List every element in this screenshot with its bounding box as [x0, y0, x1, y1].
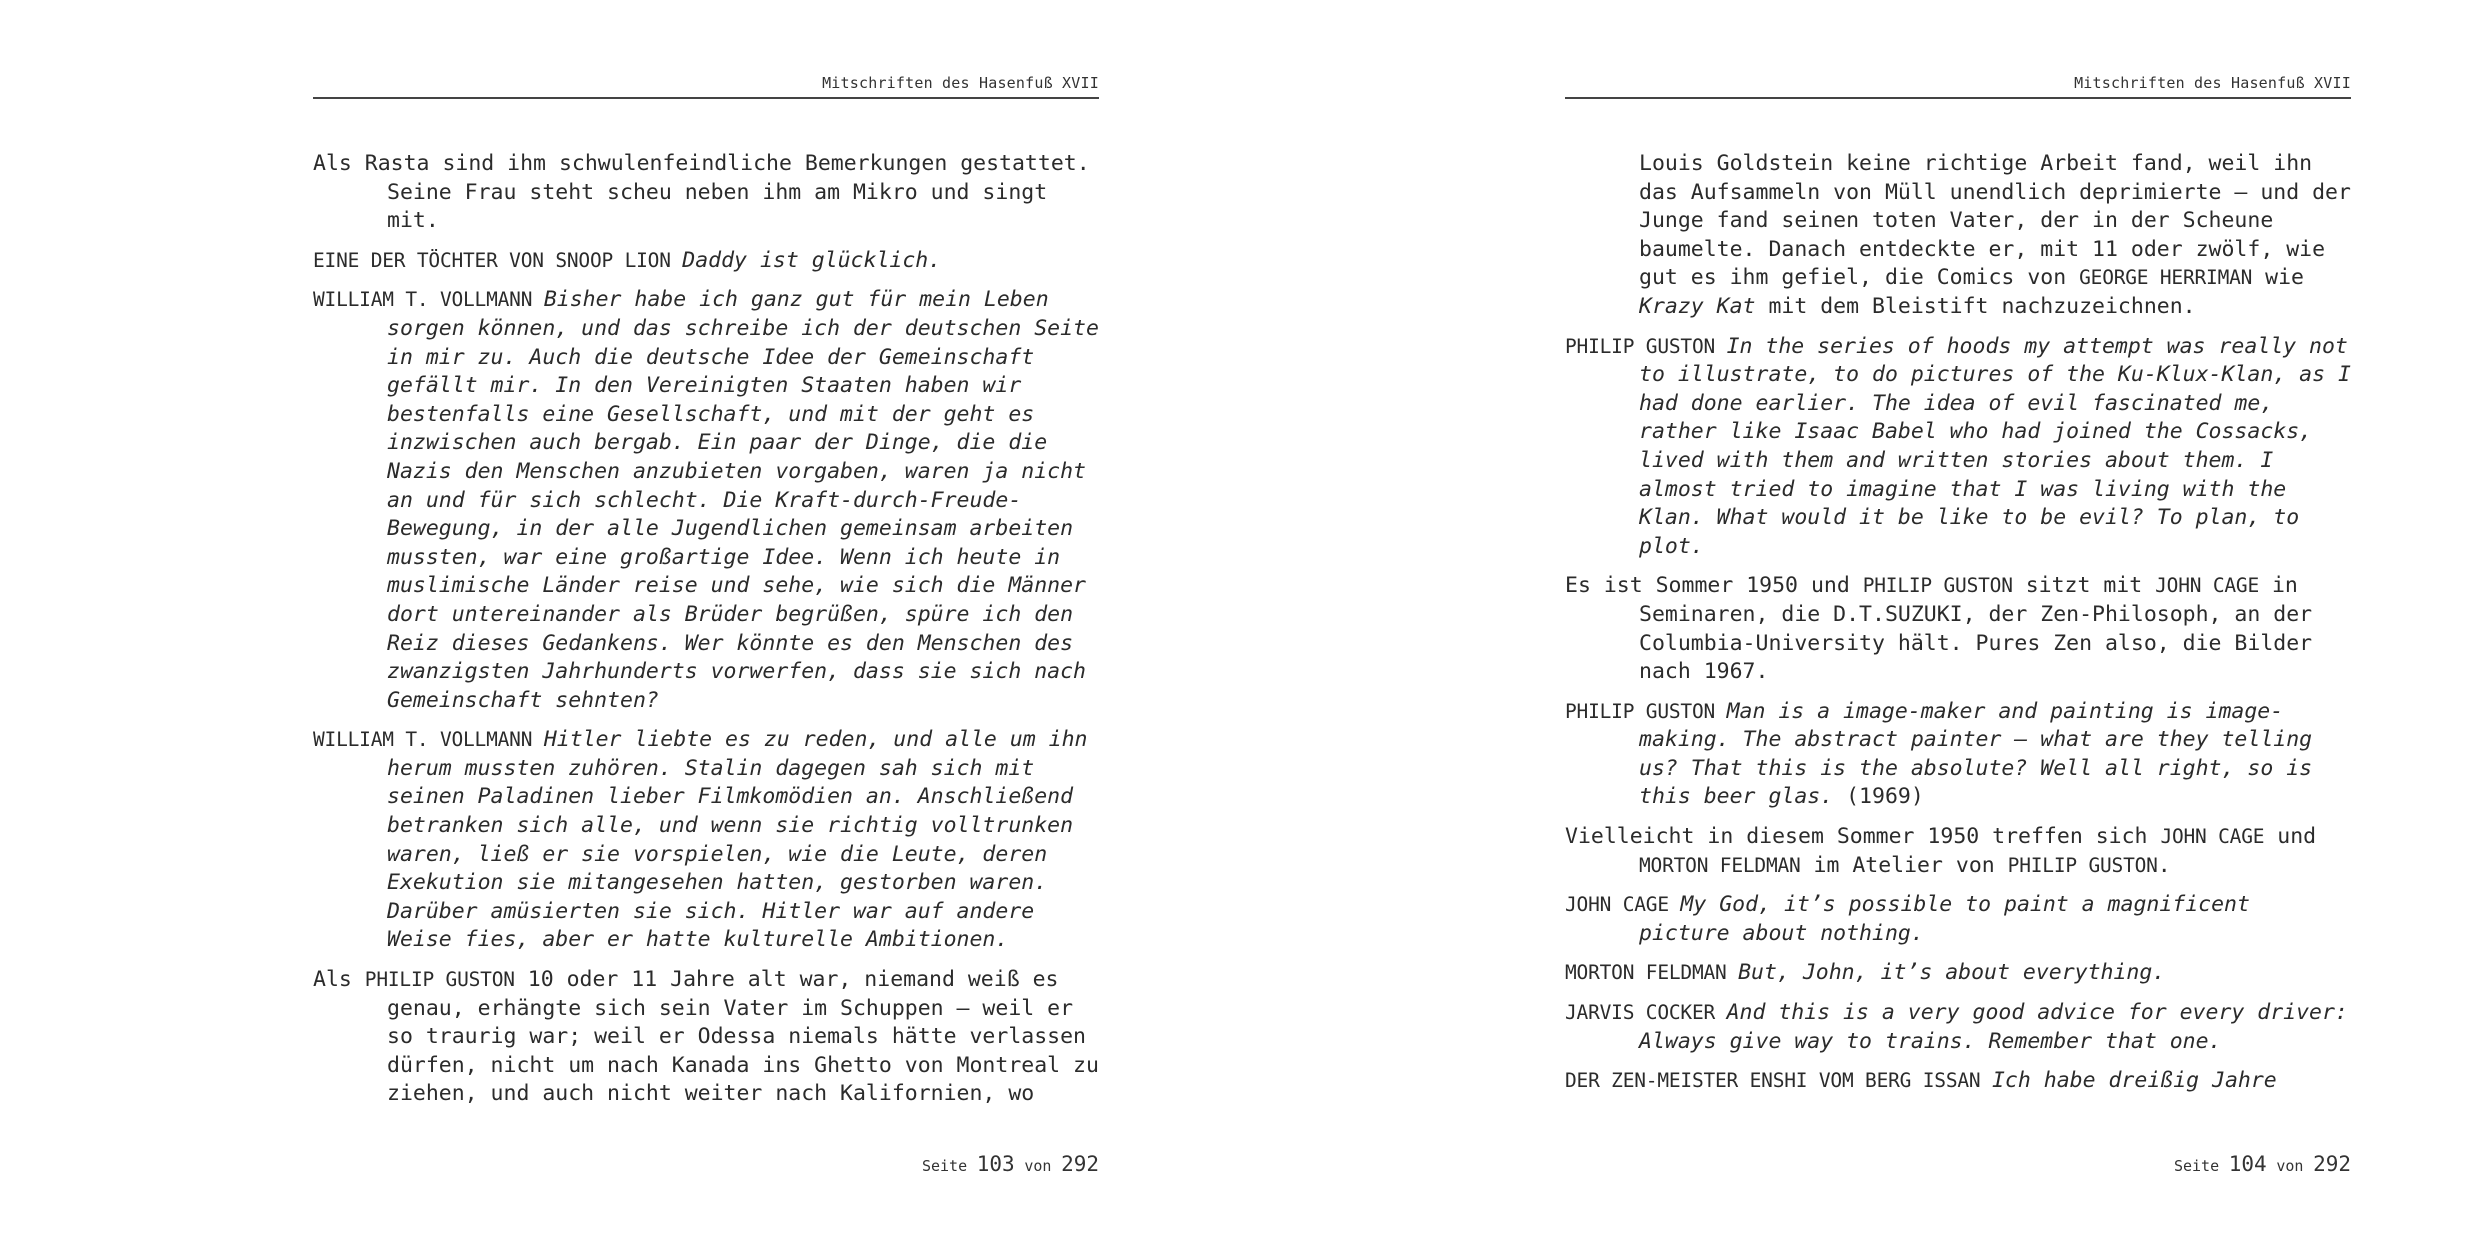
footer-total-pages: 292	[2313, 1152, 2351, 1176]
footer-label-page: Seite	[921, 1157, 968, 1175]
paragraph	[313, 247, 1099, 276]
footer-page-number: 103	[976, 1152, 1015, 1176]
footer-label-of: von	[1024, 1157, 1052, 1175]
running-header: Mitschriften des Hasenfuß XVII	[2074, 74, 2351, 92]
speaker-name: EINE DER TÖCHTER VON SNOOP LION	[313, 248, 683, 272]
header-rule	[1565, 97, 2351, 99]
speaker-name: GEORGE HERRIMAN	[2079, 266, 2253, 290]
quote-text: Man is a image-maker and painting is image-making. The abstract painter – what are they telling us? That this is the absolute? Well all right, so is this beer glas.	[1639, 698, 2313, 810]
speaker-name: JOHN CAGE	[1565, 893, 1681, 917]
narrative-text: in Seminaren, die D.T.SUZUKI, der Zen-Philosoph, an der Columbia-University hält. Pures Zen also, die Bilder nach 1967.	[1639, 573, 2313, 685]
speaker-name: JARVIS COCKER	[1565, 1001, 1727, 1025]
narrative-text: im Atelier von	[1800, 852, 2008, 878]
speaker-name: MORTON FELDMAN	[1565, 961, 1739, 985]
narrative-text: 10 oder 11 Jahre alt war, niemand weiß es genau, erhängte sich sein Vater im Schuppen – weil er so traurig war; weil er Odessa niemals hätte verlassen dürfen, nicht um nach Kanada ins Ghetto von Montreal zu ziehen, und auch nicht weiter nach Kalifornien, wo	[387, 967, 1099, 1107]
narrative-text: Als	[313, 967, 365, 993]
paragraph	[1565, 999, 2351, 1056]
speaker-name: PHILIP GUSTON	[2007, 853, 2158, 877]
speaker-name: WILLIAM T. VOLLMANN	[313, 728, 544, 752]
paragraph	[1565, 333, 2351, 562]
quote-text: Krazy Kat	[1639, 293, 1756, 319]
quote-text: Ich habe dreißig Jahre	[1991, 1068, 2277, 1094]
narrative-text: Louis Goldstein keine richtige Arbeit fand, weil ihn das Aufsammeln von Müll unendlich deprimierte – und der Junge fand seinen toten Vater, der in der Scheune baumelte. Danach entdeckte er, mit 11 oder zwölf, wie gut es ihm gefiel, die Comics von	[1639, 151, 2351, 291]
speaker-name: PHILIP GUSTON	[364, 968, 515, 992]
narrative-text: (1969)	[1833, 784, 1924, 810]
speaker-name: DER ZEN-MEISTER ENSHI VOM BERG ISSAN	[1565, 1069, 1992, 1093]
narrative-text: wie	[2252, 265, 2304, 291]
header-rule	[313, 97, 1099, 99]
paragraph	[313, 150, 1099, 236]
quote-text: But, John, it’s about everything.	[1738, 960, 2166, 986]
right-page	[1565, 0, 2351, 1240]
speaker-name: WILLIAM T. VOLLMANN	[313, 288, 544, 312]
page-number-footer	[313, 1152, 1099, 1176]
speaker-name: PHILIP GUSTON	[1565, 334, 1727, 358]
left-page	[313, 0, 1099, 1240]
speaker-name: JOHN CAGE	[2160, 825, 2265, 849]
narrative-text: Vielleicht in diesem Sommer 1950 treffen sich	[1565, 824, 2161, 850]
narrative-text: sitzt mit	[2012, 573, 2156, 599]
speaker-name: PHILIP GUSTON	[1862, 574, 2013, 598]
narrative-text: Als Rasta sind ihm schwulenfeindliche Bemerkungen gestattet. Seine Frau steht scheu neben ihm am Mikro und singt mit.	[313, 151, 1090, 234]
footer-page-number: 104	[2228, 1152, 2267, 1176]
paragraph	[1565, 1067, 2351, 1096]
footer-total-pages: 292	[1061, 1152, 1099, 1176]
quote-text: Hitler liebte es zu reden, und alle um ihn herum mussten zuhören. Stalin dagegen sah sich mit seinen Paladinen lieber Filmkomödien an. Anschließend betranken sich alle, und wenn sie richtig volltrunken waren, ließ er sie vorspielen, wie die Leute, deren Exekution sie mitangesehen hatten, gestorben waren. Darüber amüsierten sie sich. Hitler war auf andere Weise fies, aber er hatte kulturelle Ambitionen.	[387, 727, 1088, 953]
narrative-text: mit dem Bleistift nachzuzeichnen.	[1755, 293, 2196, 319]
continued-paragraph	[1565, 150, 2351, 322]
paragraph	[313, 726, 1099, 955]
paragraph	[1565, 891, 2351, 948]
page-body	[1565, 150, 2351, 1107]
paragraph	[1565, 959, 2351, 988]
footer-label-page: Seite	[2173, 1157, 2220, 1175]
speaker-name: PHILIP GUSTON	[1565, 699, 1727, 723]
quote-text: In the series of hoods my attempt was really not to illustrate, to do pictures of the Ku-Klux-Klan, as I had done earlier. The idea of evil fascinated me, rather like Isaac Babel who had joined the Cossacks, lived with them and written stories about them. I almost tried to imagine that I was living with the Klan. What would it be like to be evil? To plan, to plot.	[1639, 333, 2351, 559]
page-number-footer	[1565, 1152, 2351, 1176]
footer-label-of: von	[2276, 1157, 2304, 1175]
narrative-text: und	[2264, 824, 2317, 850]
running-header: Mitschriften des Hasenfuß XVII	[822, 74, 1099, 92]
paragraph	[313, 286, 1099, 715]
quote-text: Daddy ist glücklich.	[682, 247, 942, 273]
quote-text: My God, it’s possible to paint a magnificent picture about nothing.	[1639, 892, 2250, 946]
page-body	[313, 150, 1099, 1120]
speaker-name: MORTON FELDMAN	[1639, 853, 1801, 877]
paragraph	[1565, 572, 2351, 686]
paragraph	[1565, 823, 2351, 880]
quote-text: And this is a very good advice for every driver: Always give way to trains. Remember that one.	[1639, 1000, 2348, 1054]
paragraph	[313, 966, 1099, 1109]
narrative-text: Es ist Sommer 1950 und	[1565, 573, 1863, 599]
narrative-text: .	[2157, 852, 2171, 878]
paragraph	[1565, 698, 2351, 812]
quote-text: Bisher habe ich ganz gut für mein Leben sorgen können, und das schreibe ich der deutschen Seite in mir zu. Auch die deutsche Idee der Gemeinschaft gefällt mir. In den Vereinigten Staaten haben wir bestenfalls eine Gesellschaft, und mit der geht es inzwischen auch bergab. Ein paar der Dinge, die die Nazis den Menschen anzubieten vorgaben, waren ja nicht an und für sich schlecht. Die Kraft-durch-Freude-Bewegung, in der alle Jugendlichen gemeinsam arbeiten mussten, war eine großartige Idee. Wenn ich heute in muslimische Länder reise und sehe, wie sich die Männer dort untereinander als Brüder begrüßen, spüre ich den Reiz dieses Gedankens. Wer könnte es den Menschen des zwanzigsten Jahrhunderts vorwerfen, dass sie sich nach Gemeinschaft sehnten?	[387, 287, 1099, 713]
speaker-name: JOHN CAGE	[2155, 574, 2260, 598]
